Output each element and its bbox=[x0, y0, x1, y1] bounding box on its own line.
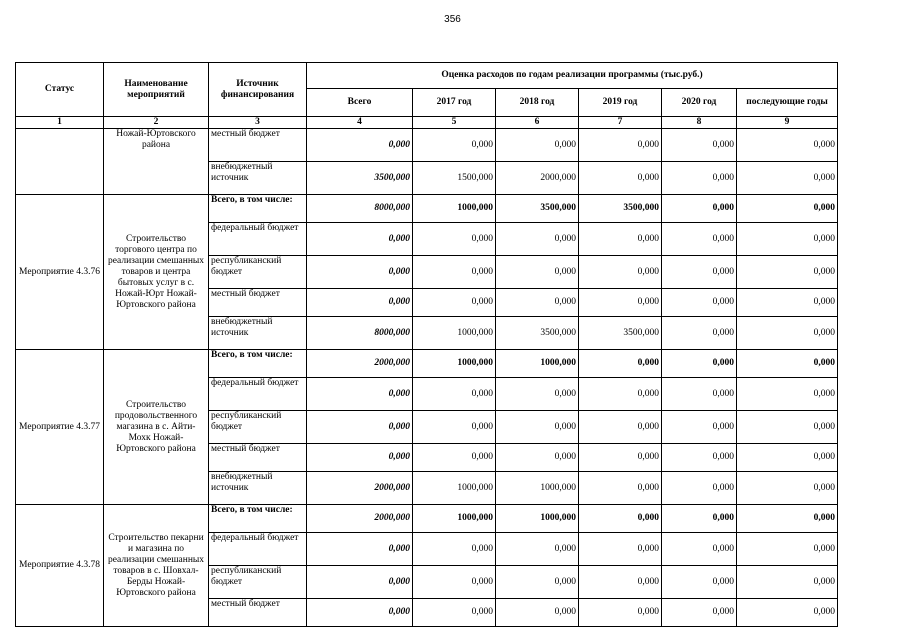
year-value-cell: 0,000 bbox=[496, 533, 579, 566]
year-value-cell: 0,000 bbox=[579, 472, 662, 505]
total-value-cell: 8000,000 bbox=[307, 195, 413, 223]
header-2019: 2019 год bbox=[579, 89, 662, 117]
total-value-cell: 3500,000 bbox=[307, 162, 413, 195]
total-value-cell: 0,000 bbox=[307, 378, 413, 411]
column-index-cell: 9 bbox=[737, 117, 838, 129]
year-value-cell: 0,000 bbox=[662, 223, 737, 256]
total-value-cell: 0,000 bbox=[307, 289, 413, 317]
year-value-cell: 0,000 bbox=[496, 411, 579, 444]
header-later: последующие годы bbox=[737, 89, 838, 117]
column-index-cell: 3 bbox=[209, 117, 307, 129]
year-value-cell: 0,000 bbox=[496, 444, 579, 472]
year-value-cell: 0,000 bbox=[579, 256, 662, 289]
year-value-cell: 0,000 bbox=[496, 566, 579, 599]
year-value-cell: 0,000 bbox=[737, 472, 838, 505]
year-value-cell: 0,000 bbox=[413, 599, 496, 627]
year-value-cell: 0,000 bbox=[737, 317, 838, 350]
year-value-cell: 1000,000 bbox=[496, 505, 579, 533]
year-value-cell: 0,000 bbox=[662, 162, 737, 195]
total-value-cell: 8000,000 bbox=[307, 317, 413, 350]
year-value-cell: 0,000 bbox=[496, 378, 579, 411]
year-value-cell: 0,000 bbox=[579, 223, 662, 256]
year-value-cell: 0,000 bbox=[737, 256, 838, 289]
year-value-cell: 0,000 bbox=[579, 599, 662, 627]
year-value-cell: 0,000 bbox=[413, 129, 496, 162]
year-value-cell: 0,000 bbox=[737, 195, 838, 223]
year-value-cell: 0,000 bbox=[496, 289, 579, 317]
year-value-cell: 0,000 bbox=[413, 411, 496, 444]
year-value-cell: 0,000 bbox=[579, 289, 662, 317]
source-cell: местный бюджет bbox=[209, 129, 307, 162]
source-cell: внебюджетный источник bbox=[209, 472, 307, 505]
year-value-cell: 3500,000 bbox=[579, 317, 662, 350]
year-value-cell: 0,000 bbox=[737, 129, 838, 162]
column-index-cell: 2 bbox=[104, 117, 209, 129]
year-value-cell: 0,000 bbox=[413, 533, 496, 566]
year-value-cell: 0,000 bbox=[737, 411, 838, 444]
year-value-cell: 1000,000 bbox=[413, 317, 496, 350]
total-value-cell: 2000,000 bbox=[307, 350, 413, 378]
year-value-cell: 0,000 bbox=[662, 317, 737, 350]
total-value-cell: 2000,000 bbox=[307, 472, 413, 505]
status-cell: Мероприятие 4.3.76 bbox=[16, 195, 104, 350]
source-cell: местный бюджет bbox=[209, 289, 307, 317]
page-number: 356 bbox=[444, 14, 461, 25]
header-2017: 2017 год bbox=[413, 89, 496, 117]
year-value-cell: 1000,000 bbox=[496, 472, 579, 505]
event-name-cell: Строительство продовольственного магазина в с. Айти-Мохк Ножай-Юртовского района bbox=[104, 350, 209, 505]
source-cell: республиканский бюджет bbox=[209, 411, 307, 444]
year-value-cell: 1500,000 bbox=[413, 162, 496, 195]
year-value-cell: 0,000 bbox=[579, 505, 662, 533]
year-value-cell: 0,000 bbox=[413, 256, 496, 289]
year-value-cell: 0,000 bbox=[662, 505, 737, 533]
year-value-cell: 0,000 bbox=[496, 129, 579, 162]
total-value-cell: 0,000 bbox=[307, 533, 413, 566]
year-value-cell: 0,000 bbox=[579, 533, 662, 566]
header-estimate: Оценка расходов по годам реализации программы (тыс.руб.) bbox=[307, 63, 838, 89]
year-value-cell: 0,000 bbox=[579, 566, 662, 599]
table-row bbox=[16, 129, 838, 162]
source-cell: Всего, в том числе: bbox=[209, 350, 307, 378]
year-value-cell: 0,000 bbox=[662, 566, 737, 599]
year-value-cell: 0,000 bbox=[662, 533, 737, 566]
year-value-cell: 0,000 bbox=[737, 505, 838, 533]
total-value-cell: 2000,000 bbox=[307, 505, 413, 533]
year-value-cell: 3500,000 bbox=[496, 195, 579, 223]
year-value-cell: 0,000 bbox=[737, 289, 838, 317]
source-cell: Всего, в том числе: bbox=[209, 195, 307, 223]
source-cell: федеральный бюджет bbox=[209, 223, 307, 256]
total-value-cell: 0,000 bbox=[307, 129, 413, 162]
year-value-cell: 0,000 bbox=[413, 289, 496, 317]
year-value-cell: 0,000 bbox=[662, 599, 737, 627]
year-value-cell: 0,000 bbox=[737, 223, 838, 256]
year-value-cell: 3500,000 bbox=[496, 317, 579, 350]
year-value-cell: 0,000 bbox=[662, 350, 737, 378]
year-value-cell: 0,000 bbox=[737, 533, 838, 566]
event-name-cell: Строительство торгового центра по реализации смешанных товаров и центра бытовых услуг в с. Ножай-Юрт Ножай-Юртовского района bbox=[104, 195, 209, 350]
year-value-cell: 0,000 bbox=[413, 444, 496, 472]
year-value-cell: 1000,000 bbox=[413, 505, 496, 533]
year-value-cell: 1000,000 bbox=[413, 350, 496, 378]
source-cell: республиканский бюджет bbox=[209, 566, 307, 599]
budget-table-wrapper bbox=[15, 62, 837, 617]
source-cell: республиканский бюджет bbox=[209, 256, 307, 289]
year-value-cell: 0,000 bbox=[737, 566, 838, 599]
year-value-cell: 0,000 bbox=[496, 256, 579, 289]
year-value-cell: 0,000 bbox=[579, 129, 662, 162]
column-index-cell: 8 bbox=[662, 117, 737, 129]
column-index-cell: 7 bbox=[579, 117, 662, 129]
year-value-cell: 0,000 bbox=[737, 444, 838, 472]
source-cell: внебюджетный источник bbox=[209, 317, 307, 350]
total-value-cell: 0,000 bbox=[307, 444, 413, 472]
source-cell: внебюджетный источник bbox=[209, 162, 307, 195]
column-index-row bbox=[16, 117, 838, 129]
year-value-cell: 1000,000 bbox=[413, 195, 496, 223]
header-2020: 2020 год bbox=[662, 89, 737, 117]
year-value-cell: 0,000 bbox=[579, 444, 662, 472]
year-value-cell: 0,000 bbox=[737, 350, 838, 378]
header-status: Статус bbox=[16, 63, 104, 117]
total-value-cell: 0,000 bbox=[307, 566, 413, 599]
source-cell: Всего, в том числе: bbox=[209, 505, 307, 533]
column-index-cell: 5 bbox=[413, 117, 496, 129]
budget-table bbox=[15, 62, 838, 627]
table-body bbox=[16, 129, 838, 627]
year-value-cell: 0,000 bbox=[662, 256, 737, 289]
source-cell: федеральный бюджет bbox=[209, 378, 307, 411]
total-value-cell: 0,000 bbox=[307, 223, 413, 256]
year-value-cell: 0,000 bbox=[662, 411, 737, 444]
year-value-cell: 0,000 bbox=[662, 195, 737, 223]
year-value-cell: 0,000 bbox=[496, 223, 579, 256]
year-value-cell: 0,000 bbox=[662, 472, 737, 505]
status-cell: Мероприятие 4.3.78 bbox=[16, 505, 104, 627]
table-row bbox=[16, 195, 838, 223]
year-value-cell: 0,000 bbox=[662, 378, 737, 411]
header-2018: 2018 год bbox=[496, 89, 579, 117]
status-cell: Мероприятие 4.3.77 bbox=[16, 350, 104, 505]
year-value-cell: 0,000 bbox=[737, 599, 838, 627]
header-name: Наименование мероприятий bbox=[104, 63, 209, 117]
year-value-cell: 0,000 bbox=[413, 378, 496, 411]
source-cell: федеральный бюджет bbox=[209, 533, 307, 566]
year-value-cell: 0,000 bbox=[413, 223, 496, 256]
header-total: Всего bbox=[307, 89, 413, 117]
year-value-cell: 0,000 bbox=[496, 599, 579, 627]
year-value-cell: 0,000 bbox=[662, 129, 737, 162]
total-value-cell: 0,000 bbox=[307, 256, 413, 289]
year-value-cell: 0,000 bbox=[579, 378, 662, 411]
status-cell bbox=[16, 129, 104, 195]
source-cell: местный бюджет bbox=[209, 599, 307, 627]
column-index-cell: 4 bbox=[307, 117, 413, 129]
year-value-cell: 0,000 bbox=[413, 566, 496, 599]
column-index-cell: 6 bbox=[496, 117, 579, 129]
table-row bbox=[16, 505, 838, 533]
year-value-cell: 0,000 bbox=[737, 162, 838, 195]
year-value-cell: 1000,000 bbox=[413, 472, 496, 505]
year-value-cell: 0,000 bbox=[579, 411, 662, 444]
event-name-cell: Строительство пекарни и магазина по реализации смешанных товаров в с. Шовхал-Берды Ножай-Юртовского района bbox=[104, 505, 209, 627]
column-index-cell: 1 bbox=[16, 117, 104, 129]
table-row bbox=[16, 350, 838, 378]
total-value-cell: 0,000 bbox=[307, 599, 413, 627]
year-value-cell: 0,000 bbox=[662, 289, 737, 317]
event-name-cell: Ножай-Юртовского района bbox=[104, 129, 209, 195]
year-value-cell: 0,000 bbox=[662, 444, 737, 472]
source-cell: местный бюджет bbox=[209, 444, 307, 472]
year-value-cell: 0,000 bbox=[579, 162, 662, 195]
year-value-cell: 0,000 bbox=[579, 350, 662, 378]
header-source: Источник финансирования bbox=[209, 63, 307, 117]
year-value-cell: 3500,000 bbox=[579, 195, 662, 223]
year-value-cell: 2000,000 bbox=[496, 162, 579, 195]
total-value-cell: 0,000 bbox=[307, 411, 413, 444]
year-value-cell: 1000,000 bbox=[496, 350, 579, 378]
year-value-cell: 0,000 bbox=[737, 378, 838, 411]
